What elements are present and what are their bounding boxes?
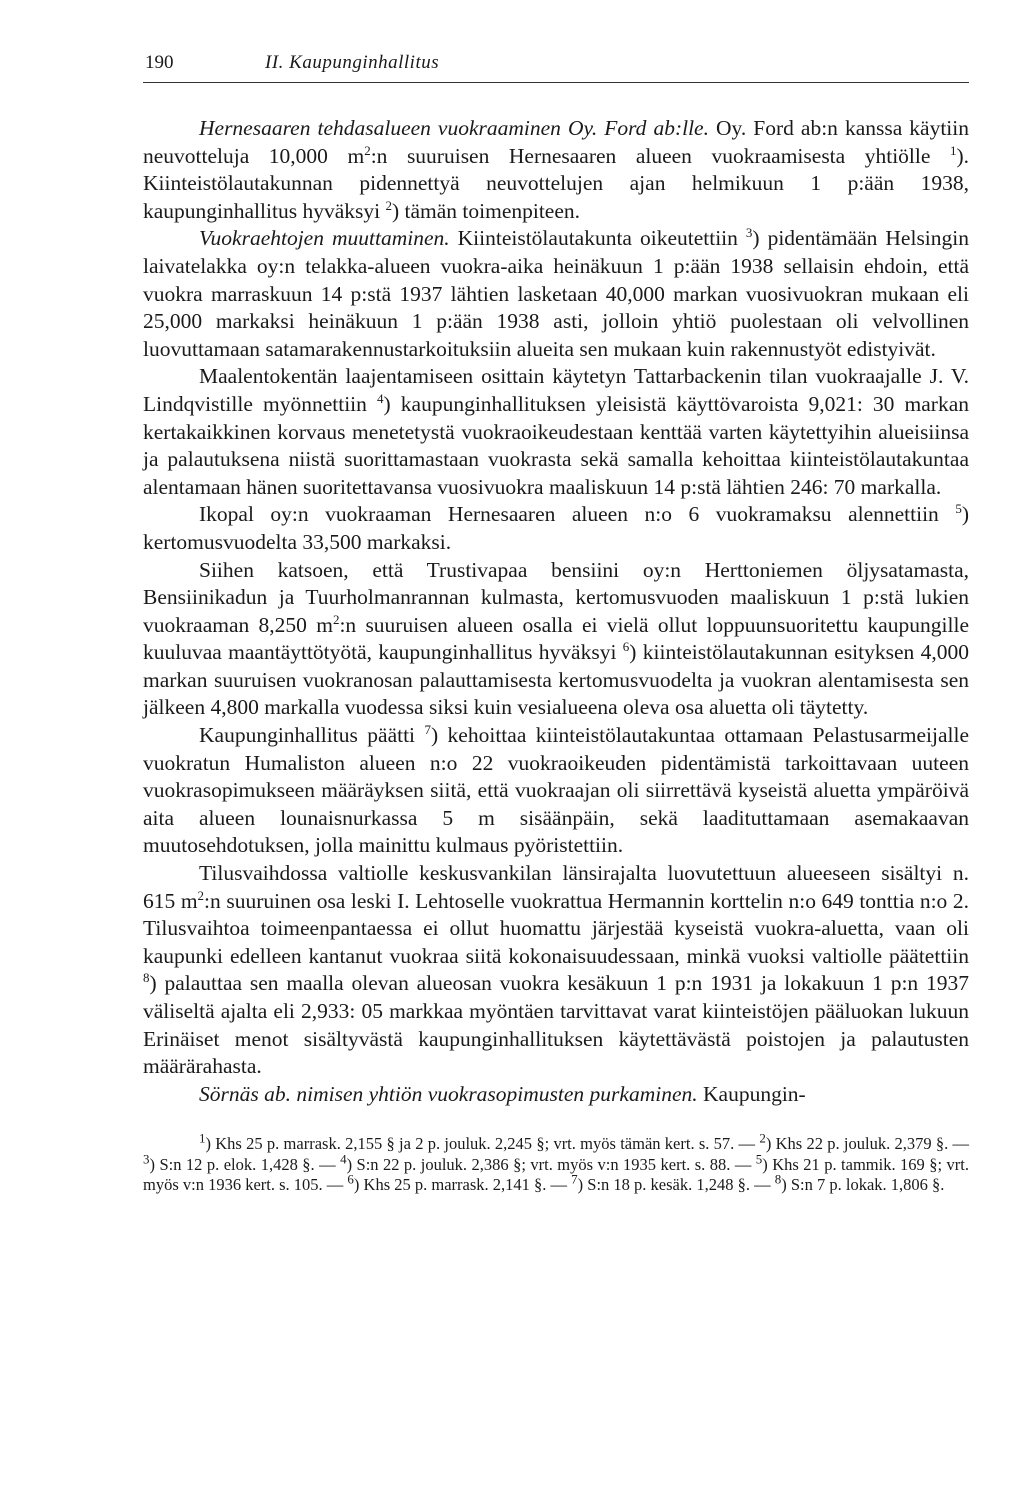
- paragraph: [143, 363, 969, 501]
- paragraph-text: Tilusvaihdossa valtiolle keskusvankilan länsirajalta luovutettuun alueeseen sisältyi n. 615 $m^2:n$ suuruinen osa leski I. Lehtoselle vuokrattua Hermannin korttelin n:o 649 tonttia n:o 2. Tilusvaihtoa toimeenpantaessa ei ollut huomattu järjestää kyseistä vuokra-aluetta, vaan oli kaupunki edelleen kantanut vuokraa siitä kokonaisuudessaan, minkä vuoksi valtiolle päätettiin $^8$) palauttaa sen maalla olevan alueosan vuokra kesäkuun 1 p:n 1931 ja lokakuun 1 p:n 1937 väliseltä ajalta eli 2,933: 05 markkaa myöntäen tarvittavat varat kiinteistöjen pääluokan lukuun Erinäiset menot sisältyvästä kaupunginhallituksen käytettävästä poistojen ja palautusten määrärahasta.: [143, 861, 969, 1079]
- footnote-text: $^1$) Khs 25 p. marrask. 2,155 § ja 2 p. jouluk. 2,245 §; vrt. myös tämän kert. s. 57. — $^2$) Khs 22 p. jouluk. 2,379 §. — $^3$) S:n 12 p. elok. 1,428 §. — $^4$) S:n 22 p. jouluk. 2,386 §; vrt. myös v:n 1935 kert. s. 88. — $^5$) Khs 21 p. tammik. 169 §; vrt. myös v:n 1936 kert. s. 105. — $^6$) Khs 25 p. marrask. 2,141 §. — $^7$) S:n 18 p. kesäk. 1,248 §. — $^8$) S:n 7 p. lokak. 1,806 §.: [143, 1130, 970, 1195]
- paragraph-text: Kaupunginhallitus päätti $^7$) kehoittaa kiinteistölautakuntaa ottamaan Pelastusarmeijalle vuokratun Humaliston alueen n:o 22 vuokraoikeuden pidentämistä tarkoittavaan uuteen vuokrasopimukseen määräyksen siitä, että vuokraajan oli siirrettävä kyseistä aluetta ympäröivä aita alueen lounaisnurkassa 5 m sisäänpäin, sekä laadituttamaan asemakaavan muutosehdotuksen, jolla mainittu kulmaus pyöristettiin.: [143, 721, 969, 858]
- paragraph: [143, 1081, 969, 1109]
- page-header: [143, 52, 969, 83]
- footnotes: [143, 1130, 970, 1196]
- section-heading: Vuokraehtojen muuttaminen.: [199, 226, 450, 251]
- paragraph-text: Oy. Ford ab:n kanssa käytiin neuvotteluja 10,000 $m^2:n$ suuruisen Hernesaaren alueen vuokraamisesta yhtiölle $^1$). Kiinteistölautakunnan pidennettyä neuvottelujen ajan helmikuun 1 p:ään 1938, kaupunginhallitus hyväksyi $^2$) tämän toimenpiteen.: [143, 116, 969, 223]
- paragraph: [143, 722, 969, 860]
- page-number: 190: [145, 52, 174, 73]
- paragraph: [143, 501, 969, 556]
- section-heading: Hernesaaren tehdasalueen vuokraaminen Oy. Ford ab:lle.: [199, 116, 709, 140]
- running-title: II. Kaupunginhallitus: [265, 52, 440, 73]
- paragraph-text: Ikopal oy:n vuokraaman Hernesaaren alueen n:o 6 vuokramaksu alennettiin $^5$) kertomusvuodelta 33,500 markaksi.: [143, 501, 969, 554]
- paragraph: [143, 115, 969, 225]
- paragraph: [143, 557, 969, 723]
- body-text: [143, 115, 969, 1108]
- paragraph: [143, 225, 969, 363]
- paragraph-text: Kiinteistölautakunta oikeutettiin $^3$) pidentämään Helsingin laivatelakka oy:n telakka-alueen vuokra-aika heinäkuun 1 p:ään 1938 sellaisin ehdoin, että vuokra marraskuun 14 p:stä 1937 lähtien lasketaan 40,000 markan vuosivuokran mukaan eli 25,000 markaksi heinäkuun 1 p:ään 1938 asti, jolloin yhtiö puolestaan oli velvollinen luovuttamaan satamarakennustarkoituksiin alueita sen mukaan kuin rakennustyöt edistyivät.: [143, 225, 970, 361]
- paragraph-text: Siihen katsoen, että Trustivapaa bensiini oy:n Herttoniemen öljysatamasta, Bensiinikadun ja Tuurholmanrannan kulmasta, kertomusvuoden maaliskuun 1 p:stä lukien vuokraaman 8,250 $m^2:n$ suuruisen alueen osalla ei vielä ollut loppuunsuoritettu kaupungille kuuluvaa maantäyttötyötä, kaupunginhallitus hyväksyi $^6$) kiinteistölautakunnan esityksen 4,000 markan suuruisen vuokranosan palauttamisesta kertomusvuodelta ja vuokran alentamisesta sen jälkeen 4,800 markalla vuodessa siksi kuin vesialueena oleva osa aluetta oli täytetty.: [143, 557, 969, 720]
- section-heading: Sörnäs ab. nimisen yhtiön vuokrasopimusten purkaminen.: [199, 1081, 698, 1106]
- paragraph-text: Maalentokentän laajentamiseen osittain käytetyn Tattarbackenin tilan vuokraajalle J. V. Lindqvistille myönnettiin $^4$) kaupunginhallituksen yleisistä käyttövaroista 9,021: 30 markan kertakaikkinen korvaus menetetystä vuokraoikeudestaan kenttää varten käytettyihin alueisiinsa ja palautuksena niistä suorittamastaan vuokrasta sekä samalla kehoittaa kiinteistölautakuntaa alentamaan hänen suoritettavansa vuosivuokra maaliskuun 14 p:stä lähtien 246: 70 markalla.: [143, 364, 969, 499]
- paragraph: [143, 860, 969, 1081]
- document-page: [143, 52, 969, 1196]
- paragraph-text: Kaupungin-: [697, 1081, 806, 1106]
